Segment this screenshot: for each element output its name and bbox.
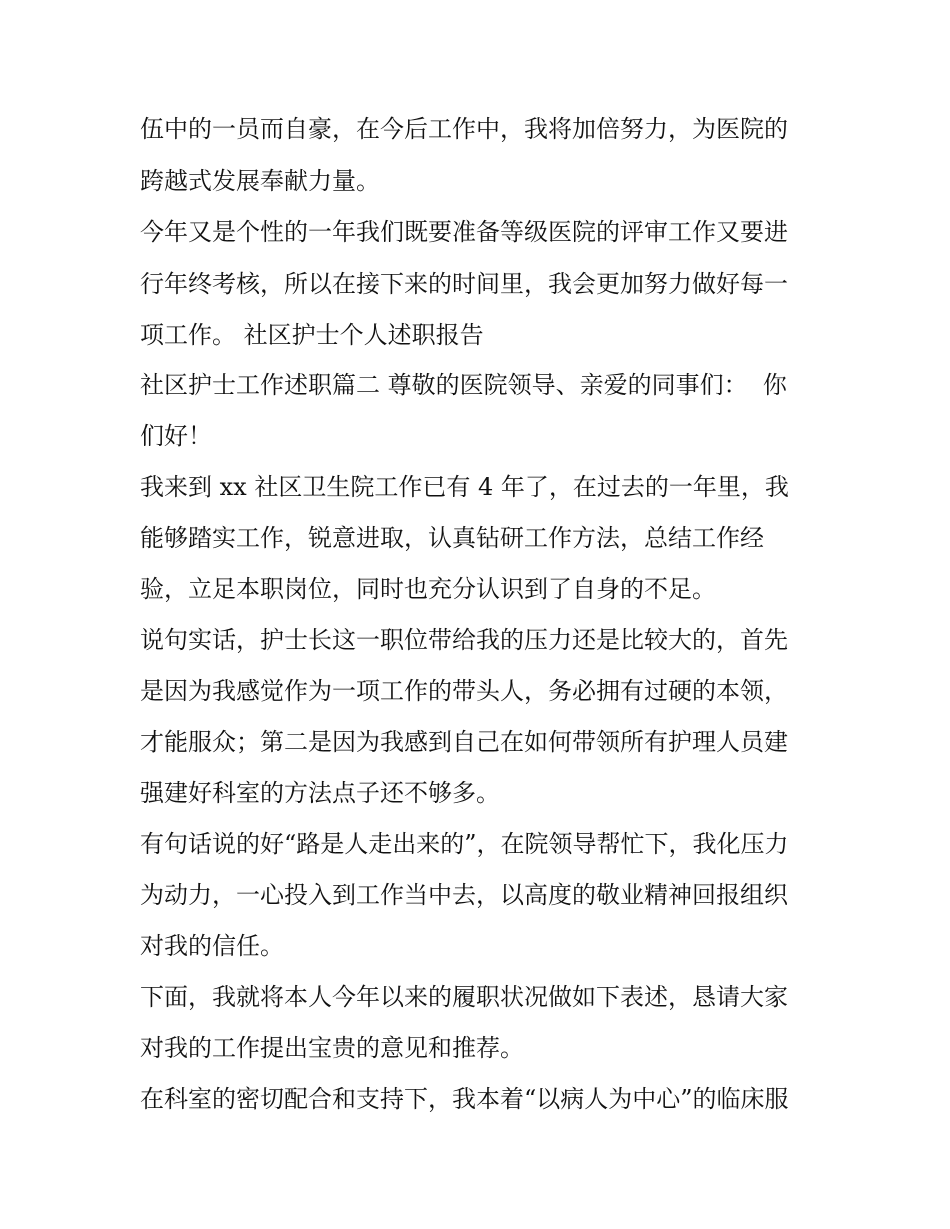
text-line: 在科室的密切配合和支持下，我本着“以病人为中心”的临床服 [140,1085,789,1113]
text-line: 为动力，一心投入到工作当中去，以高度的敬业精神回报组织 [140,881,788,909]
text-line: 是因为我感觉作为一项工作的带头人，务必拥有过硬的本领， [140,677,788,705]
text-line: 今年又是个性的一年我们既要准备等级医院的评审工作又要进 [140,218,788,246]
text-line: 对我的工作提出宝贵的意见和推荐。 [140,1034,524,1062]
text-line: 社区护士工作述职篇二 尊敬的医院领导、亲爱的同事们： 你 [140,371,787,399]
text-line: 我来到 xx 社区卫生院工作已有 4 年了，在过去的一年里，我 [140,473,789,501]
text-line: 行年终考核，所以在接下来的时间里，我会更加努力做好每一 [140,270,788,298]
text-line: 跨越式发展奉献力量。 [140,167,380,195]
text-line: 对我的信任。 [140,932,284,960]
text-line: 下面，我就将本人今年以来的履职状况做如下表述，恳请大家 [140,983,788,1011]
text-line: 才能服众；第二是因为我感到自己在如何带领所有护理人员建 [140,728,788,756]
text-line: 强建好科室的方法点子还不够多。 [140,779,500,807]
text-line: 有句话说的好“路是人走出来的”，在院领导帮忙下，我化压力 [140,830,789,858]
text-line: 们好！ [140,422,212,450]
text-line: 伍中的一员而自豪，在今后工作中，我将加倍努力，为医院的 [140,115,788,143]
text-line: 能够踏实工作，锐意进取，认真钻研工作方法，总结工作经 [140,524,764,552]
text-line: 说句实话，护士长这一职位带给我的压力还是比较大的，首先 [140,626,788,654]
text-line: 项工作。 社区护士个人述职报告 [140,321,484,349]
text-line: 验，立足本职岗位，同时也充分认识到了自身的不足。 [140,575,716,603]
